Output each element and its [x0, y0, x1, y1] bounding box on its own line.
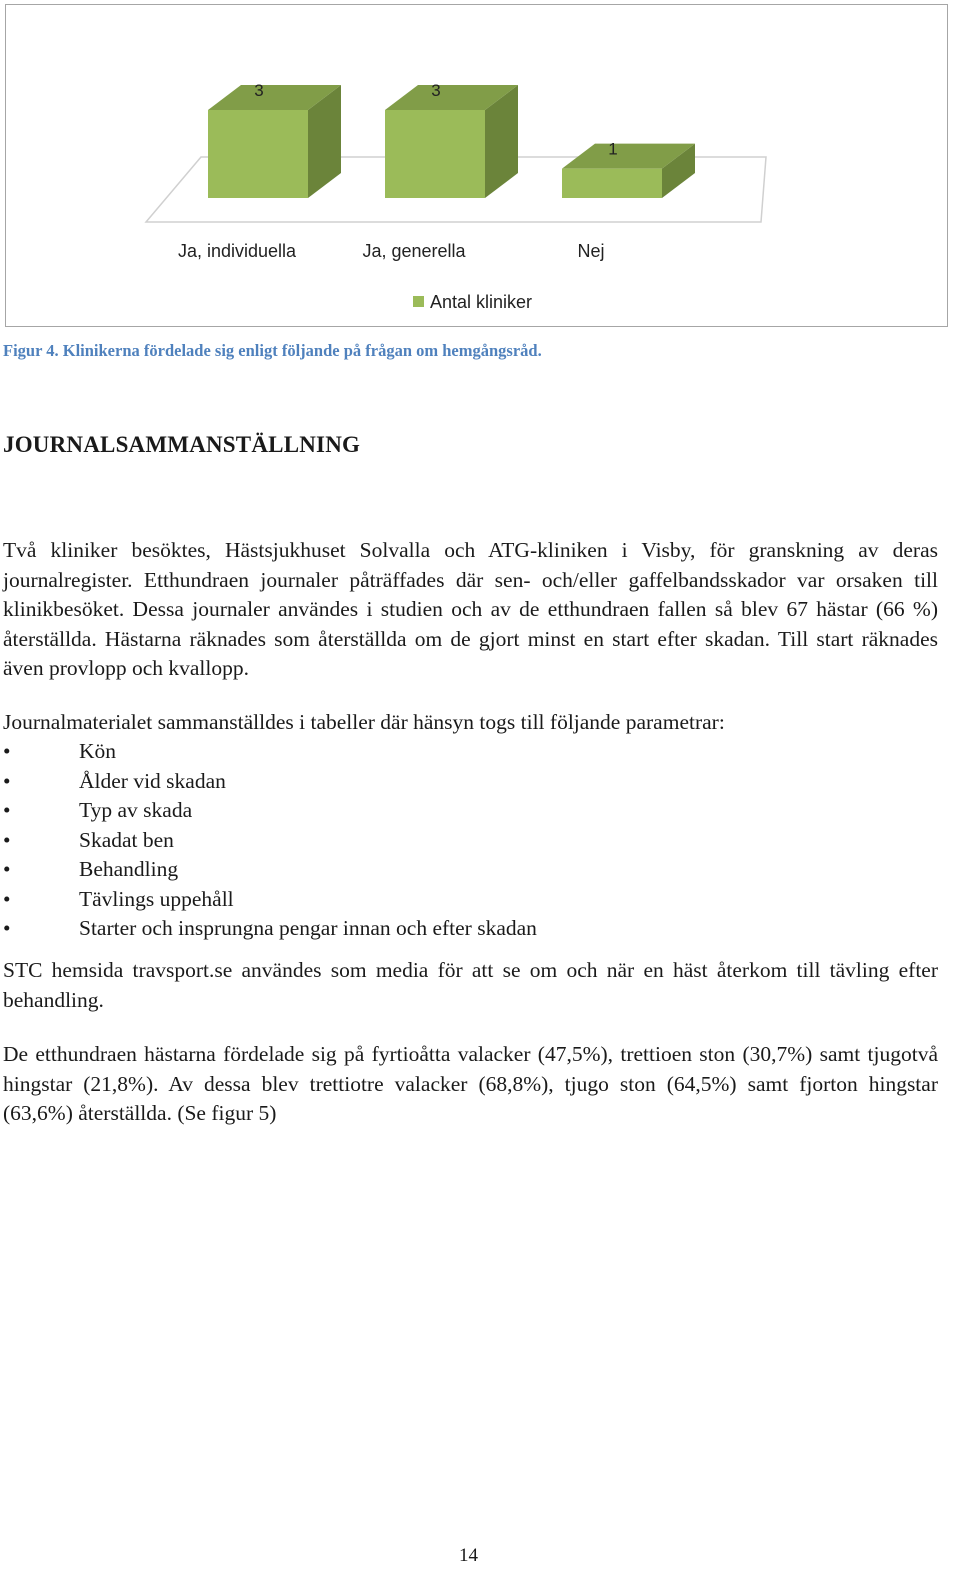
list-item — [3, 737, 537, 767]
bar — [562, 169, 662, 198]
bullet: • — [3, 886, 11, 911]
legend-label: Antal kliniker — [430, 292, 533, 312]
bullet: • — [3, 857, 11, 881]
figure-caption: Figur 4. Klinikerna fördelade sig enligt följande på frågan om hemgångsråd. — [3, 341, 542, 360]
list-item — [3, 914, 537, 944]
category-label: Ja, individuella — [177, 241, 297, 261]
list-item-label: Starter och insprungna pengar innan och efter skadan — [79, 916, 537, 940]
bullet: • — [3, 916, 11, 940]
page-number: 14 — [459, 1545, 478, 1566]
list-item — [3, 796, 537, 826]
category-label: Nej — [577, 241, 605, 261]
paragraph-distribution: De etthundraen hästarna fördelade sig på fyrtioåtta valacker (47,5%), trettioen ston (30,7%) samt tjugotvå hingstar (21,8%). Av dessa blev trettiotre valacker (68,8%), tjugo ston (64,5%) samt fjorton hingstar (63,6%) återställda. (Se figur 5) — [3, 1042, 938, 1125]
list-item — [3, 826, 537, 856]
parameter-list — [3, 737, 537, 944]
list-item-label: Behandling — [79, 857, 179, 881]
data-label: 1 — [608, 139, 618, 159]
list-item-label: Tävlings uppehåll — [79, 886, 234, 911]
section-heading: JOURNALSAMMANSTÄLLNING — [3, 432, 361, 457]
bullet: • — [3, 768, 11, 793]
category-label: Ja, generella — [362, 241, 466, 261]
paragraph-stc-website: STC hemsida travsport.se användes som media för att se om och när en häst återkom till tävling efter behandling. — [3, 958, 938, 1012]
paragraph-journal-review: Två kliniker besöktes, Hästsjukhuset Solvalla och ATG-kliniken i Visby, för granskning av deras journalregister. Etthundraen journaler påträffades där sen- och/eller gaffelbandsskador var orsaken till klinikbesöket. Dessa journaler användes i studien och av de etthundraen fallen så blev 67 hästar (66 %) återställda. Hästarna räknades som återställda om de gjort minst en start efter skadan. Till start räknades även provlopp och kvallopp. — [3, 538, 938, 680]
chart-frame — [5, 4, 948, 327]
bullet: • — [3, 827, 11, 852]
data-label: 3 — [431, 81, 441, 100]
bar-chart — [6, 5, 947, 326]
bullet: • — [3, 739, 11, 763]
list-item — [3, 885, 537, 915]
bullet: • — [3, 798, 11, 822]
list-item — [3, 855, 537, 885]
list-item-label: Typ av skada — [79, 798, 193, 822]
list-item-label: Ålder vid skadan — [79, 768, 226, 793]
paragraph-parameters-intro: Journalmaterialet sammanställdes i tabeller där hänsyn togs till följande parametrar: — [3, 710, 725, 734]
legend-swatch — [413, 296, 424, 307]
bar — [208, 110, 308, 198]
list-item-label: Kön — [79, 739, 117, 763]
bar — [385, 110, 485, 198]
data-label: 3 — [254, 81, 264, 100]
list-item-label: Skadat ben — [79, 827, 174, 852]
list-item — [3, 767, 537, 797]
